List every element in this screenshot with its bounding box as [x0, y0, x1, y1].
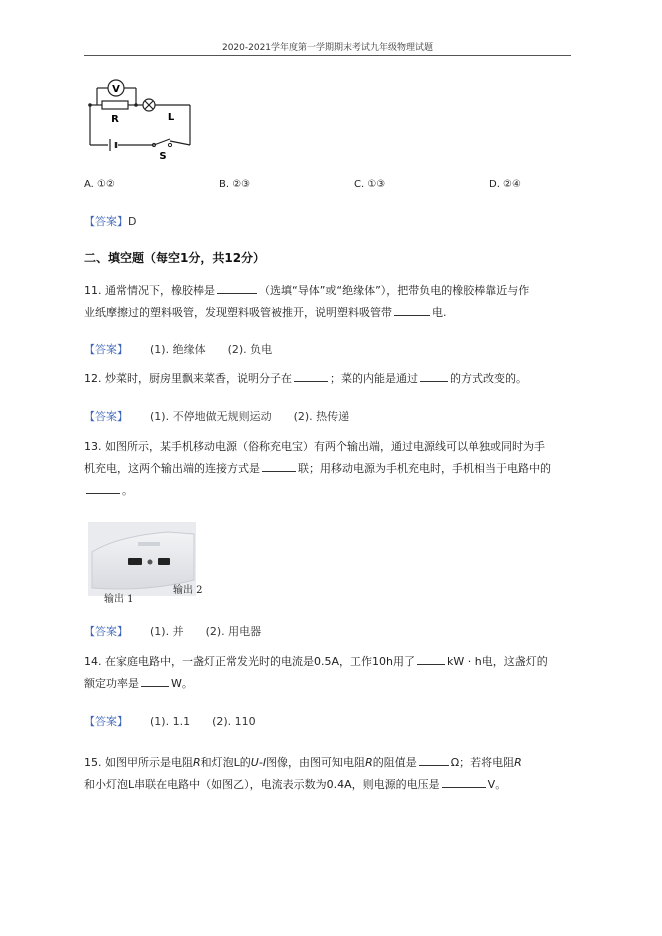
answer-1: (1). 1.1 [150, 715, 191, 728]
resistor-label: R [111, 114, 119, 125]
blank [442, 775, 486, 788]
answer-1: (1). 不停地做无规则运动 [150, 410, 272, 423]
voltmeter-label: V [112, 84, 120, 95]
q15-line1a: 15. 如图甲所示是电阻 [84, 756, 193, 769]
q15-line1f: ；若将电阻 [459, 756, 515, 769]
q10-answer [84, 213, 136, 229]
output-2-label: 输出 2 [173, 585, 203, 596]
answer-tag: 【答案】 [84, 625, 128, 638]
q11-answer [84, 341, 272, 357]
blank [420, 369, 448, 382]
q10-options [84, 179, 584, 193]
q15-line1c: 的 [239, 756, 251, 769]
q15-line1d: 图像，由图可知电阻 [266, 756, 366, 769]
answer-tag: 【答案】 [84, 715, 128, 728]
q14-line1c: 用了 [393, 655, 415, 668]
q12-text-c: 的方式改变的。 [450, 372, 527, 385]
blank [294, 369, 328, 382]
q14-line1d: 电，这盏灯的 [481, 655, 548, 668]
q11-line1b: （选填“导体”或“绝缘体”），把带负电的橡胶棒靠近与作 [259, 284, 530, 297]
q14-unit1: kW · h [447, 655, 482, 668]
q14-answer [84, 713, 256, 729]
q13-line1: 13. 如图所示，某手机移动电源（俗称充电宝）有两个输出端，通过电源线可以单独或同时为手 [84, 440, 545, 453]
q15-r: R [365, 756, 373, 769]
q14-current: 0.5A [314, 655, 340, 668]
answer-2: (2). 热传递 [293, 410, 350, 423]
q12-text-a: 12. 炒菜时，厨房里飘来菜香，说明分子在 [84, 372, 292, 385]
option-b: B. ②③ [219, 179, 251, 190]
option-a: A. ①② [84, 179, 115, 190]
q12-answer [84, 408, 349, 424]
q15-v: V [487, 778, 496, 791]
q15-line2a: 和小灯泡 [84, 778, 128, 791]
q15-r: R [514, 756, 522, 769]
section-title: 二、填空题（每空1分，共12分） [84, 251, 266, 265]
q13-line2b: 联；用移动电源为手机充电时，手机相当于电路中的 [298, 462, 551, 475]
option-d: D. ②④ [489, 179, 521, 190]
answer-tag: 【答案】 [84, 215, 128, 228]
q14-line1b: ，工作 [339, 655, 373, 668]
q13-answer [84, 623, 261, 639]
blank [262, 459, 296, 472]
q14-unit2: W [171, 677, 182, 690]
q13-line2a: 机充电，这两个输出端的连接方式是 [84, 462, 260, 475]
q15-line2c: ，则电源的电压是 [351, 778, 440, 791]
q15-l: L [128, 778, 135, 791]
lamp-label: L [167, 112, 175, 123]
q13-text [84, 436, 574, 502]
answer-value: D [128, 215, 137, 228]
q15-r: R [193, 756, 201, 769]
answer-tag: 【答案】 [84, 410, 128, 423]
blank [394, 303, 430, 316]
answer-2: (2). 110 [212, 715, 256, 728]
q11-line2a: 业纸摩擦过的塑料吸管，发现塑料吸管被推开，说明塑料吸管带 [84, 306, 392, 319]
switch-label: S [159, 151, 167, 162]
option-c: C. ①③ [354, 179, 386, 190]
blank [141, 674, 169, 687]
blank [417, 652, 445, 665]
q14-time: 10h [372, 655, 393, 668]
q14-text [84, 651, 574, 695]
q14-line1a: 14. 在家庭电路中，一盏灯正常发光时的电流是 [84, 655, 314, 668]
blank [419, 753, 449, 766]
q12-text [84, 368, 574, 390]
q12-text-b: ；菜的内能是通过 [330, 372, 418, 385]
q15-ui: U-I [250, 756, 267, 769]
circuit-diagram [86, 70, 196, 162]
answer-1: (1). 绝缘体 [150, 343, 206, 356]
answer-2: (2). 用电器 [205, 625, 262, 638]
q15-line2b: 串联在电路中（如图乙），电流表示数为 [134, 778, 327, 791]
q15-line1e: 的阻值是 [372, 756, 417, 769]
q11-text [84, 280, 574, 324]
q15-text [84, 752, 574, 796]
blank [217, 281, 257, 294]
q15-line2d: 。 [495, 778, 507, 791]
q15-current: 0.4A [326, 778, 352, 791]
q15-ohm: Ω [450, 756, 460, 769]
answer-2: (2). 负电 [227, 343, 273, 356]
q15-l: L [233, 756, 240, 769]
page-header: 2020-2021学年度第一学期期末考试九年级物理试题 [221, 43, 434, 53]
q13-line3b: 。 [122, 484, 133, 497]
output-1-label: 输出 1 [104, 594, 134, 605]
blank [86, 481, 120, 494]
q14-line2b: 。 [181, 677, 193, 690]
header-rule [84, 55, 571, 56]
q15-line1b: 和灯泡 [200, 756, 234, 769]
answer-1: (1). 并 [150, 625, 184, 638]
answer-tag: 【答案】 [84, 343, 128, 356]
q11-line1a: 11. 通常情况下，橡胶棒是 [84, 284, 215, 297]
q14-line2a: 额定功率是 [84, 677, 139, 690]
q11-line2b: 电. [432, 306, 447, 319]
